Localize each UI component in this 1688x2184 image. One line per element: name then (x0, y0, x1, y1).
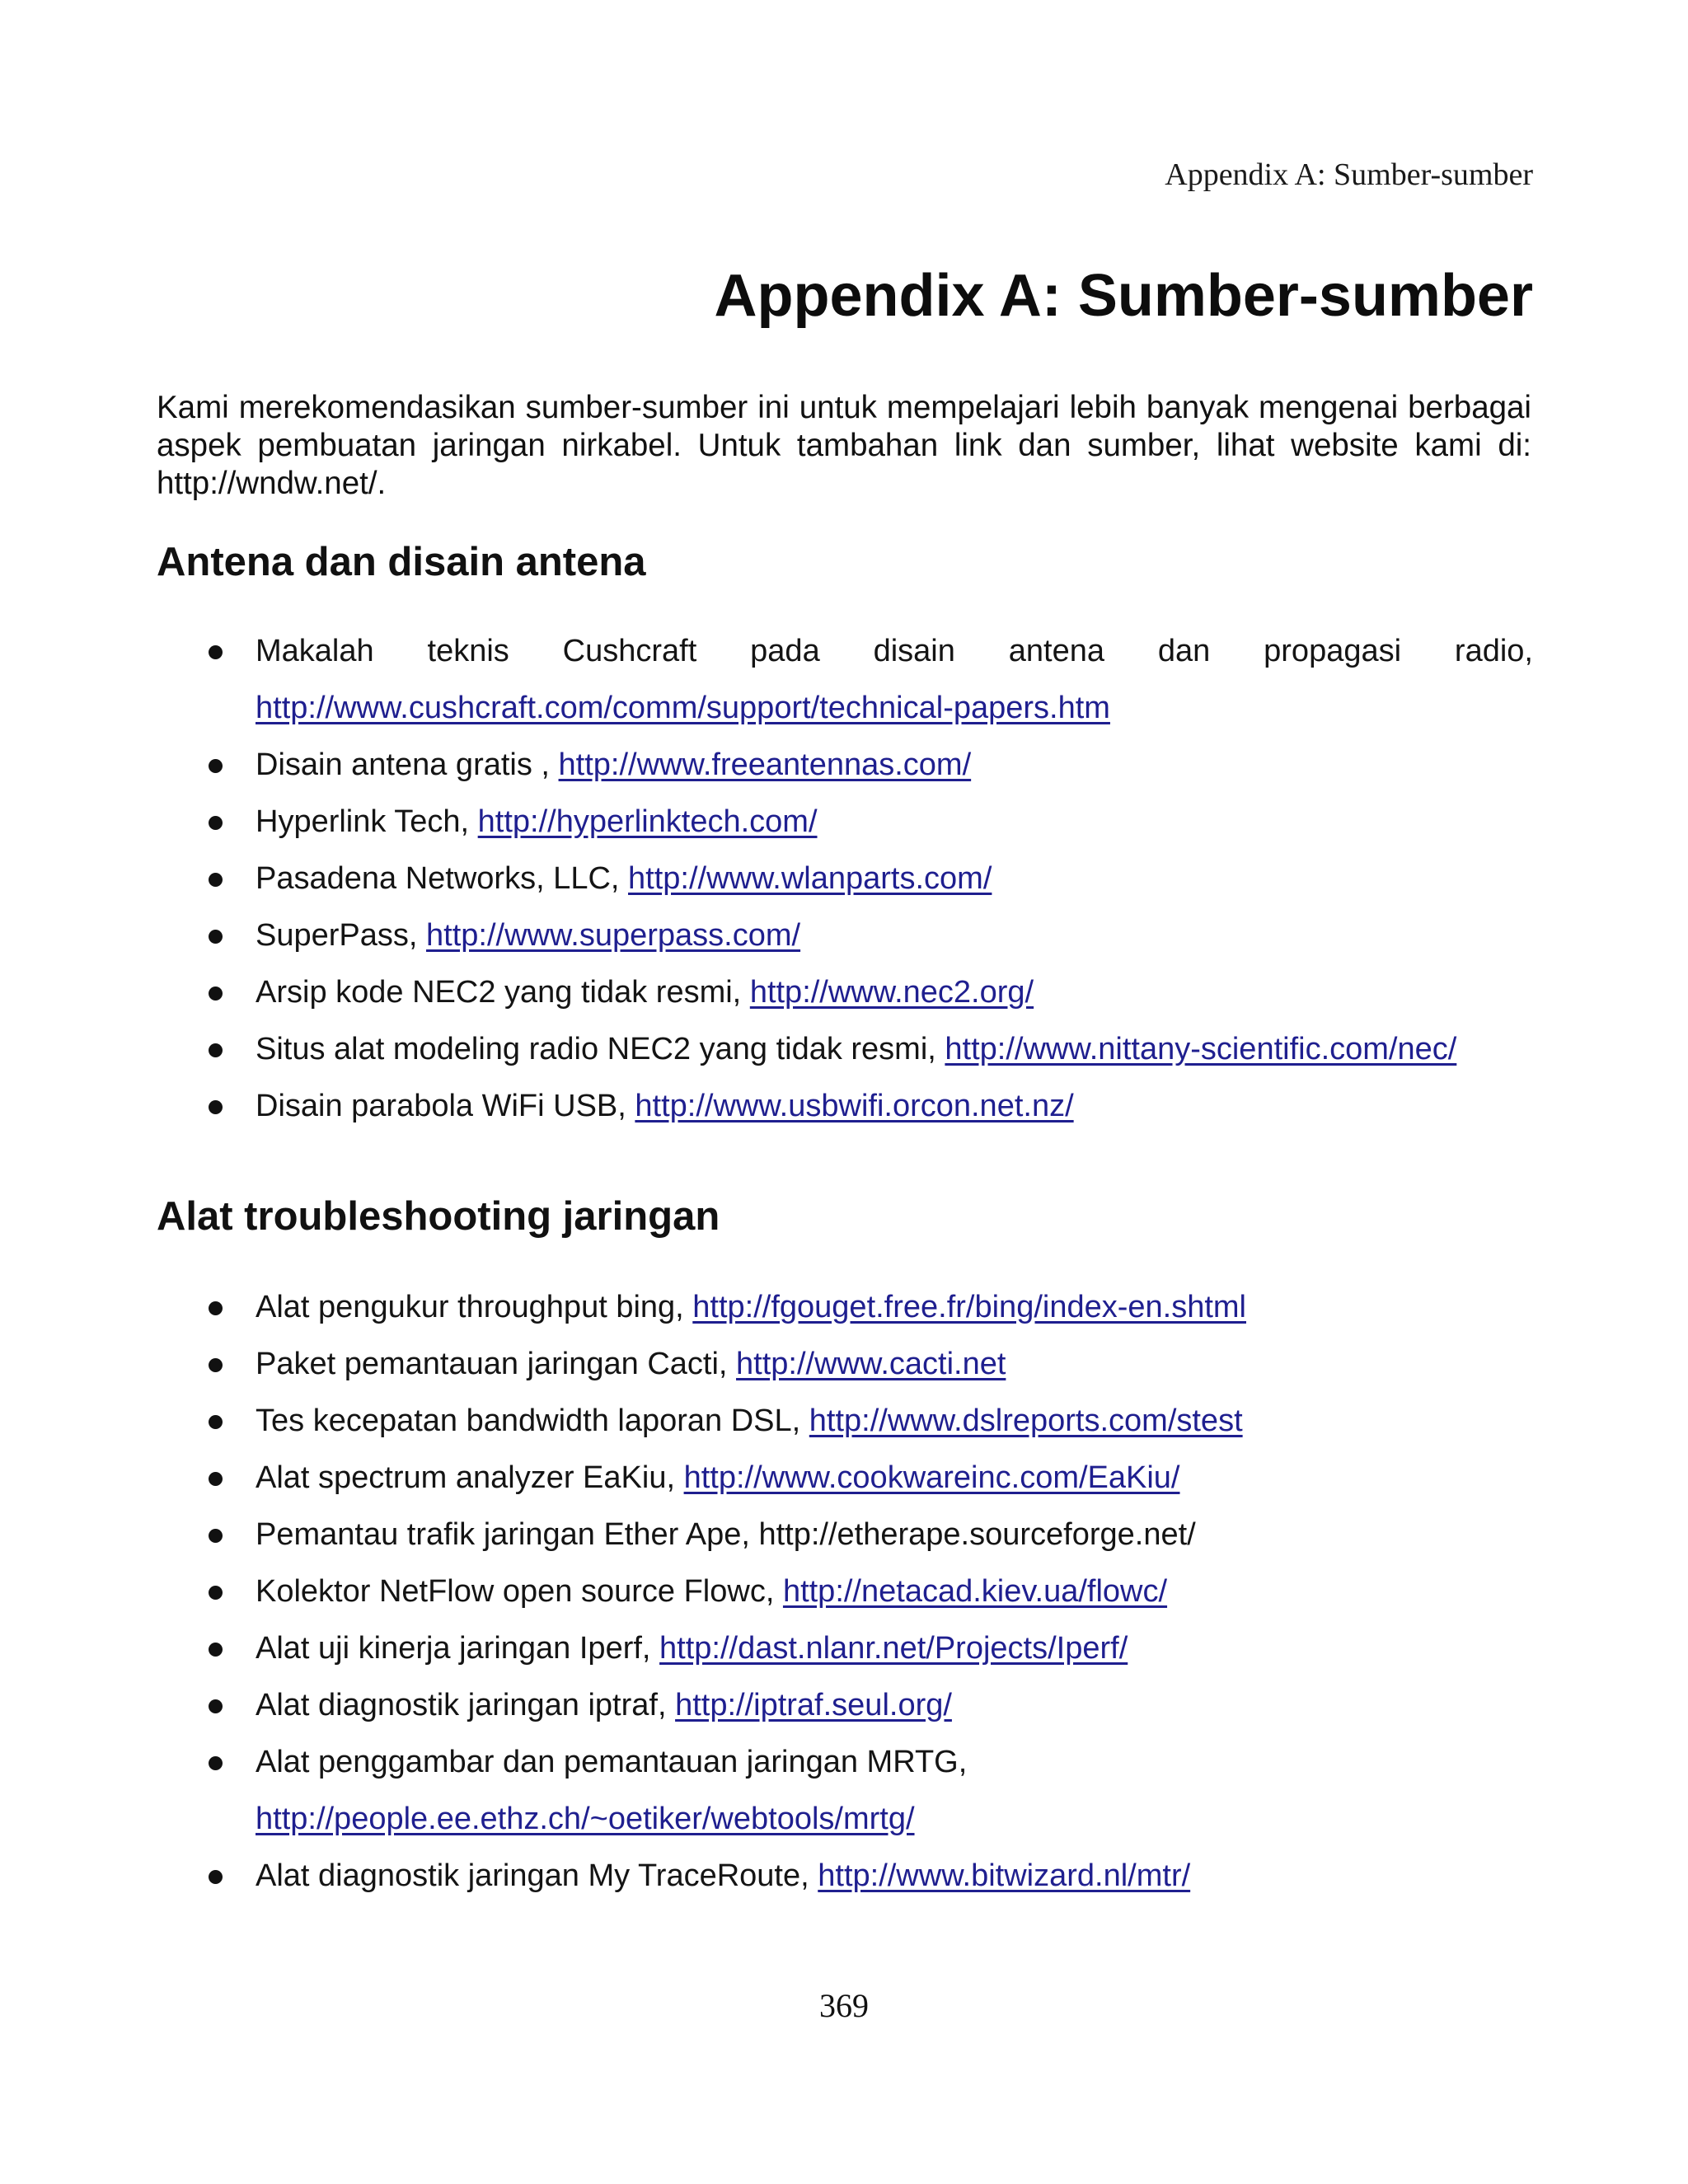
intro-paragraph: Kami merekomendasikan sumber-sumber ini untuk mempelajari lebih banyak mengenai berbagai aspek pembuatan jaringan nirkabel. Untuk tambahan link dan sumber, lihat website kami di: http://wndw.net/. (157, 390, 1531, 501)
list-item-text: Alat uji kinerja jaringan Iperf, (256, 1631, 651, 1666)
list-item-text: Disain antena gratis , (256, 748, 550, 782)
list-item-link[interactable]: http://www.nec2.org/ (749, 975, 1034, 1010)
list-item-link[interactable]: http://www.dslreports.com/stest (809, 1404, 1243, 1438)
list-item-text: SuperPass, (256, 918, 418, 953)
list-item-body (256, 1507, 1533, 1563)
list-item-body (256, 623, 1533, 737)
list-item-text: Kolektor NetFlow open source Flowc, (256, 1574, 775, 1609)
list-item-text: Hyperlink Tech, (256, 804, 470, 839)
bullet-icon (209, 1756, 223, 1770)
list-item-link[interactable]: http://dast.nlanr.net/Projects/Iperf/ (659, 1631, 1128, 1666)
list-item-body (256, 1336, 1533, 1393)
list-item (0, 1393, 1688, 1450)
list-item-body (256, 1279, 1533, 1336)
list-item-link[interactable]: http://www.bitwizard.nl/mtr/ (818, 1858, 1191, 1893)
list-item-text: Arsip kode NEC2 yang tidak resmi, (256, 975, 742, 1010)
list-item (0, 907, 1688, 964)
bullet-icon (209, 1699, 223, 1713)
bullet-icon (209, 873, 223, 887)
list-item-text: Pasadena Networks, LLC, (256, 861, 620, 896)
list-item-body (256, 1620, 1533, 1677)
list-item (0, 794, 1688, 851)
list-item-link[interactable]: http://www.superpass.com/ (426, 918, 801, 953)
list-item-link[interactable]: http://www.cacti.net (736, 1347, 1006, 1381)
list-item (0, 1336, 1688, 1393)
list-item (0, 1021, 1688, 1078)
list-item-text: Tes kecepatan bandwidth laporan DSL, (256, 1404, 801, 1438)
list-item (0, 1620, 1688, 1677)
list-item-link[interactable]: http://www.cushcraft.com/comm/support/technical-papers.htm (256, 691, 1110, 725)
page-number: 369 (819, 1987, 869, 2024)
list-item-link[interactable]: http://fgouget.free.fr/bing/index-en.shtml (692, 1290, 1246, 1324)
list-item-text: Makalah teknis Cushcraft pada disain antena dan propagasi radio, (256, 634, 1533, 668)
list-item-link[interactable]: http://netacad.kiev.ua/flowc/ (782, 1574, 1168, 1609)
list-item (0, 1507, 1688, 1563)
bullet-icon (209, 1586, 223, 1600)
list-item-text: Alat diagnostik jaringan My TraceRoute, (256, 1858, 809, 1893)
antenna-resource-list (0, 623, 1688, 1135)
page-title: Appendix A: Sumber-sumber (714, 263, 1533, 329)
bullet-icon (209, 645, 223, 659)
running-header: Appendix A: Sumber-sumber (1165, 157, 1533, 192)
bullet-icon (209, 987, 223, 1001)
bullet-icon (209, 1472, 223, 1486)
list-item-text: Alat pengukur throughput bing, (256, 1290, 684, 1324)
list-item (0, 623, 1688, 737)
list-item-body (256, 1563, 1533, 1620)
list-item-text: Situs alat modeling radio NEC2 yang tidak resmi, (256, 1032, 936, 1066)
bullet-icon (209, 759, 223, 773)
list-item (0, 1848, 1688, 1905)
list-item-body (256, 851, 1533, 907)
list-item-link[interactable]: http://www.cookwareinc.com/EaKiu/ (683, 1460, 1180, 1495)
list-item-body (256, 1078, 1533, 1135)
list-item (0, 1734, 1688, 1848)
list-item-text: Disain parabola WiFi USB, (256, 1089, 626, 1123)
bullet-icon (209, 1870, 223, 1884)
bullet-icon (209, 930, 223, 944)
list-item-body (256, 964, 1533, 1021)
list-item (0, 1450, 1688, 1507)
section-heading-antennas: Antena dan disain antena (157, 540, 646, 584)
list-item (0, 737, 1688, 794)
list-item-text: Alat diagnostik jaringan iptraf, (256, 1688, 667, 1722)
list-item-body (256, 907, 1533, 964)
bullet-icon (209, 1043, 223, 1057)
list-item-body (256, 1450, 1533, 1507)
list-item-link[interactable]: http://www.freeantennas.com/ (558, 748, 972, 782)
list-item (0, 851, 1688, 907)
list-item (0, 964, 1688, 1021)
section-heading-troubleshooting: Alat troubleshooting jaringan (157, 1194, 720, 1239)
bullet-icon (209, 816, 223, 830)
bullet-icon (209, 1100, 223, 1114)
troubleshooting-resource-list (0, 1279, 1688, 1905)
list-item-body (256, 794, 1533, 851)
list-item-body (256, 1021, 1533, 1078)
list-item-text: Pemantau trafik jaringan Ether Ape, http://etherape.sourceforge.net/ (256, 1517, 1196, 1552)
list-item-body (256, 1393, 1533, 1450)
list-item-link[interactable]: http://www.nittany-scientific.com/nec/ (945, 1032, 1457, 1066)
bullet-icon (209, 1529, 223, 1543)
list-item-link[interactable]: http://www.usbwifi.orcon.net.nz/ (635, 1089, 1074, 1123)
list-item (0, 1279, 1688, 1336)
list-item-link[interactable]: http://www.wlanparts.com/ (628, 861, 992, 896)
bullet-icon (209, 1301, 223, 1315)
list-item-body (256, 1848, 1533, 1905)
list-item-body (256, 1734, 1533, 1848)
list-item-text: Alat penggambar dan pemantauan jaringan MRTG, (256, 1745, 968, 1779)
list-item (0, 1677, 1688, 1734)
list-item-text: Alat spectrum analyzer EaKiu, (256, 1460, 676, 1495)
list-item (0, 1563, 1688, 1620)
list-item-link[interactable]: http://people.ee.ethz.ch/~oetiker/webtools/mrtg/ (256, 1802, 915, 1836)
list-item-link[interactable]: http://iptraf.seul.org/ (675, 1688, 952, 1722)
list-item-body (256, 737, 1533, 794)
bullet-icon (209, 1358, 223, 1372)
list-item-link[interactable]: http://hyperlinktech.com/ (477, 804, 818, 839)
list-item-text: Paket pemantauan jaringan Cacti, (256, 1347, 728, 1381)
bullet-icon (209, 1643, 223, 1657)
list-item-body (256, 1677, 1533, 1734)
bullet-icon (209, 1415, 223, 1429)
list-item (0, 1078, 1688, 1135)
